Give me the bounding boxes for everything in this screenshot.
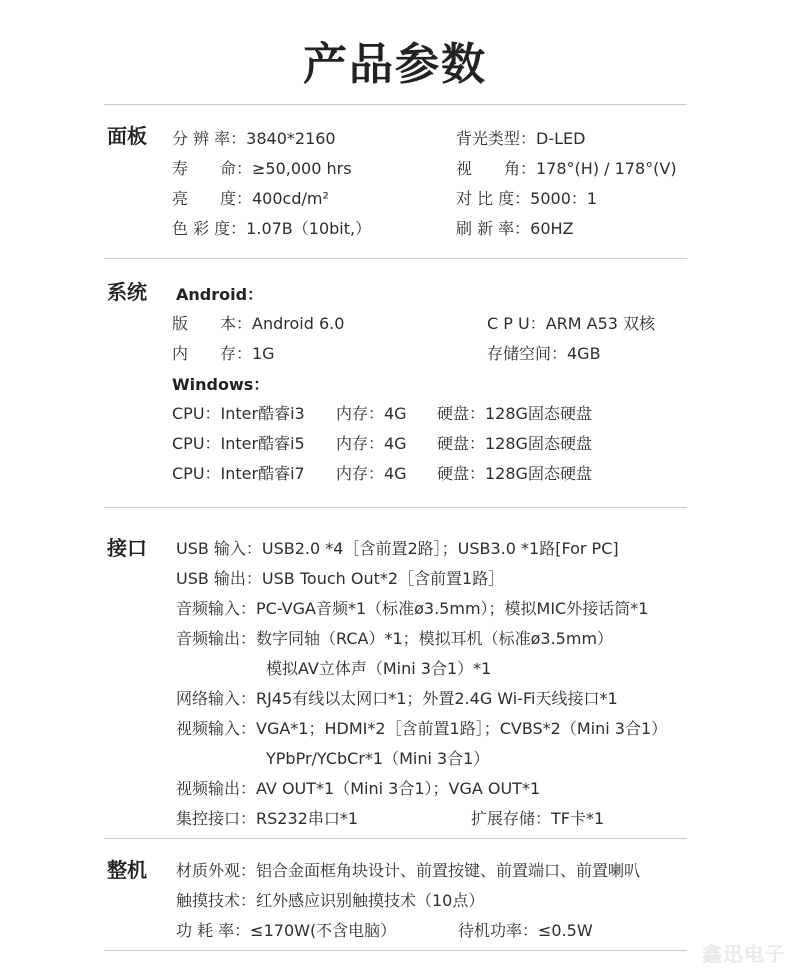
windows-cpu: CPU：Inter酷睿i7 — [172, 464, 305, 483]
section-heading-system: 系统 — [107, 280, 147, 304]
expansion-storage: 扩展存储：TF卡*1 — [471, 809, 605, 828]
audio-output: 音频输出：数字同轴（RCA）*1；模拟耳机（标准ø3.5mm） — [176, 629, 614, 648]
divider — [104, 104, 687, 105]
standby-power: 待机功率：≤0.5W — [458, 921, 593, 940]
android-memory: 内 存：1G — [172, 344, 275, 363]
spec-contrast: 对 比 度：5000：1 — [456, 189, 598, 208]
divider — [104, 258, 687, 259]
control-interface: 集控接口：RS232串口*1 — [176, 809, 358, 828]
section-heading-panel: 面板 — [107, 124, 147, 148]
divider — [104, 838, 687, 839]
windows-memory: 内存：4G — [336, 404, 407, 423]
windows-cpu: CPU：Inter酷睿i5 — [172, 434, 305, 453]
spec-resolution: 分 辨 率：3840*2160 — [172, 129, 336, 148]
touch-technology: 触摸技术：红外感应识别触摸技术（10点） — [176, 891, 485, 910]
page-title: 产品参数 — [303, 39, 487, 90]
android-label: Android： — [176, 285, 264, 304]
material-appearance: 材质外观：铝合金面框角块设计、前置按键、前置端口、前置喇叭 — [176, 861, 641, 880]
windows-disk: 硬盘：128G固态硬盘 — [437, 434, 592, 453]
section-heading-interface: 接口 — [107, 536, 147, 560]
usb-input: USB 输入：USB2.0 *4［含前置2路］；USB3.0 *1路[For PC] — [176, 539, 619, 558]
windows-memory: 内存：4G — [336, 464, 407, 483]
audio-input: 音频输入：PC-VGA音频*1（标准ø3.5mm）；模拟MIC外接话筒*1 — [176, 599, 649, 618]
video-input: 视频输入：VGA*1；HDMI*2［含前置1路］；CVBS*2（Mini 3合1） — [176, 719, 668, 738]
windows-disk: 硬盘：128G固态硬盘 — [437, 464, 592, 483]
android-storage: 存储空间：4GB — [487, 344, 601, 363]
android-cpu: C P U：ARM A53 双核 — [487, 314, 656, 333]
audio-output-cont: 模拟AV立体声（Mini 3合1）*1 — [266, 659, 492, 678]
windows-disk: 硬盘：128G固态硬盘 — [437, 404, 592, 423]
video-input-cont: YPbPr/YCbCr*1（Mini 3合1） — [266, 749, 490, 768]
windows-memory: 内存：4G — [336, 434, 407, 453]
android-version: 版 本：Android 6.0 — [172, 314, 345, 333]
video-output: 视频输出：AV OUT*1（Mini 3合1）；VGA OUT*1 — [176, 779, 541, 798]
watermark: 鑫迅电子 — [702, 942, 786, 966]
spec-viewing-angle: 视 角：178°(H) / 178°(V) — [456, 159, 677, 178]
spec-backlight: 背光类型：D-LED — [456, 129, 586, 148]
spec-refresh-rate: 刷 新 率：60HZ — [456, 219, 574, 238]
divider — [104, 507, 687, 508]
spec-lifetime: 寿 命：≥50,000 hrs — [172, 159, 352, 178]
windows-label: Windows： — [172, 375, 270, 394]
windows-cpu: CPU：Inter酷睿i3 — [172, 404, 305, 423]
spec-brightness: 亮 度：400cd/m² — [172, 189, 329, 208]
section-heading-machine: 整机 — [107, 858, 147, 882]
divider — [104, 950, 687, 951]
spec-color-depth: 色 彩 度：1.07B（10bit,） — [172, 219, 372, 238]
power-consumption: 功 耗 率：≤170W(不含电脑） — [176, 921, 397, 940]
usb-output: USB 输出：USB Touch Out*2［含前置1路］ — [176, 569, 505, 588]
network-input: 网络输入：RJ45有线以太网口*1；外置2.4G Wi-Fi天线接口*1 — [176, 689, 618, 708]
